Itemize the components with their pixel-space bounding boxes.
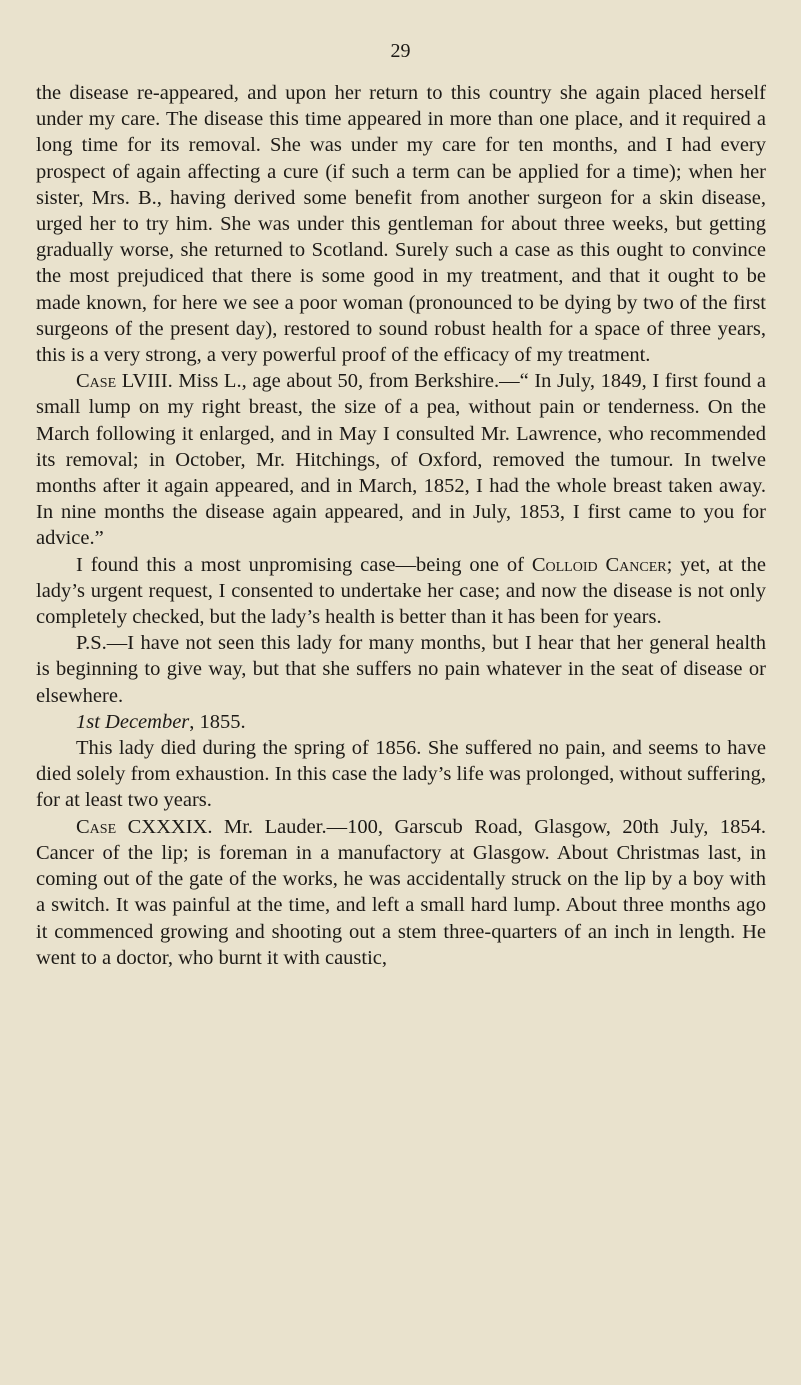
disease-name: Colloid Cancer [531,553,667,576]
page-number: 29 [390,40,411,62]
paragraph-text: ; yet, at the lady’s urgent request, I consented to undertake her case; and now the disease is not only completely checked, but the lady’s health is better than it has been for years. [36,553,766,629]
case-heading: Case CXXXIX. [76,815,213,838]
case-text: Mr. Lauder.—100, Garscub Road, Glasgow, 20th July, 1854. Cancer of the lip; is foreman in a manufactory at Glasgow. About Christmas last, in coming out of the gate of the works, he was accidentally struck on the lip by a boy with a switch. It was painful at the time, and left a small hard lump. About three months ago it commenced growing and shooting out a stem three-quarters of an inch in length. He went to a doctor, who burnt it with caustic, [36,815,766,969]
paragraph-postscript: P.S.—I have not seen this lady for many months, but I hear that her general health is beginning to give way, but that she suffers no pain whatever in the seat of disease or elsewhere. [36,632,766,707]
paragraph-death-note: This lady died during the spring of 1856. She suffered no pain, and seems to have died solely from exhaustion. In this case the lady’s life was prolonged, without suffering, for at least two years. [36,737,766,812]
paragraph-case-cxxxix [36,814,766,971]
date-year: , 1855. [189,710,246,733]
paragraph-text: I found this a most unpromising case—being one of [76,553,532,576]
paragraph-continuation: the disease re-appeared, and upon her return to this country she again placed herself under my care. The disease this time appeared in more than one place, and it required a long time for its removal. She was under my care for ten months, and I had every prospect of again affecting a cure (if such a term can be applied for a time); when her sister, Mrs. B., having derived some benefit from another surgeon for a skin disease, urged her to try him. She was under this gentleman for about three weeks, but getting gradually worse, she returned to Scotland. Surely such a case as this ought to convince the most prejudiced that there is some good in my treatment, and that it ought to be made known, for here we see a poor woman (pronounced to be dying by two of the first surgeons of the present day), restored to sound robust health for a space of three years, this is a very strong, a very powerful proof of the efficacy of my treatment. [36,82,766,367]
body-text [36,80,766,971]
case-text: Miss L., age about 50, from Berkshire.—“ In July, 1849, I first found a small lump on my right breast, the size of a pea, without pain or tenderness. On the March following it enlarged, and in May I consulted Mr. Lawrence, who recommended its removal; in October, Mr. Hitchings, of Oxford, removed the tumour. In twelve months after it again appeared, and in March, 1852, I had the whole breast taken away. In nine months the disease again appeared, and in July, 1853, I first came to you for advice.” [36,370,766,550]
case-heading: Case LVIII. [76,370,173,393]
date-day-month: 1st December [76,710,190,733]
date-line [36,709,766,735]
paragraph-case-lviii [36,368,766,551]
paragraph-colloid-cancer [36,552,766,631]
